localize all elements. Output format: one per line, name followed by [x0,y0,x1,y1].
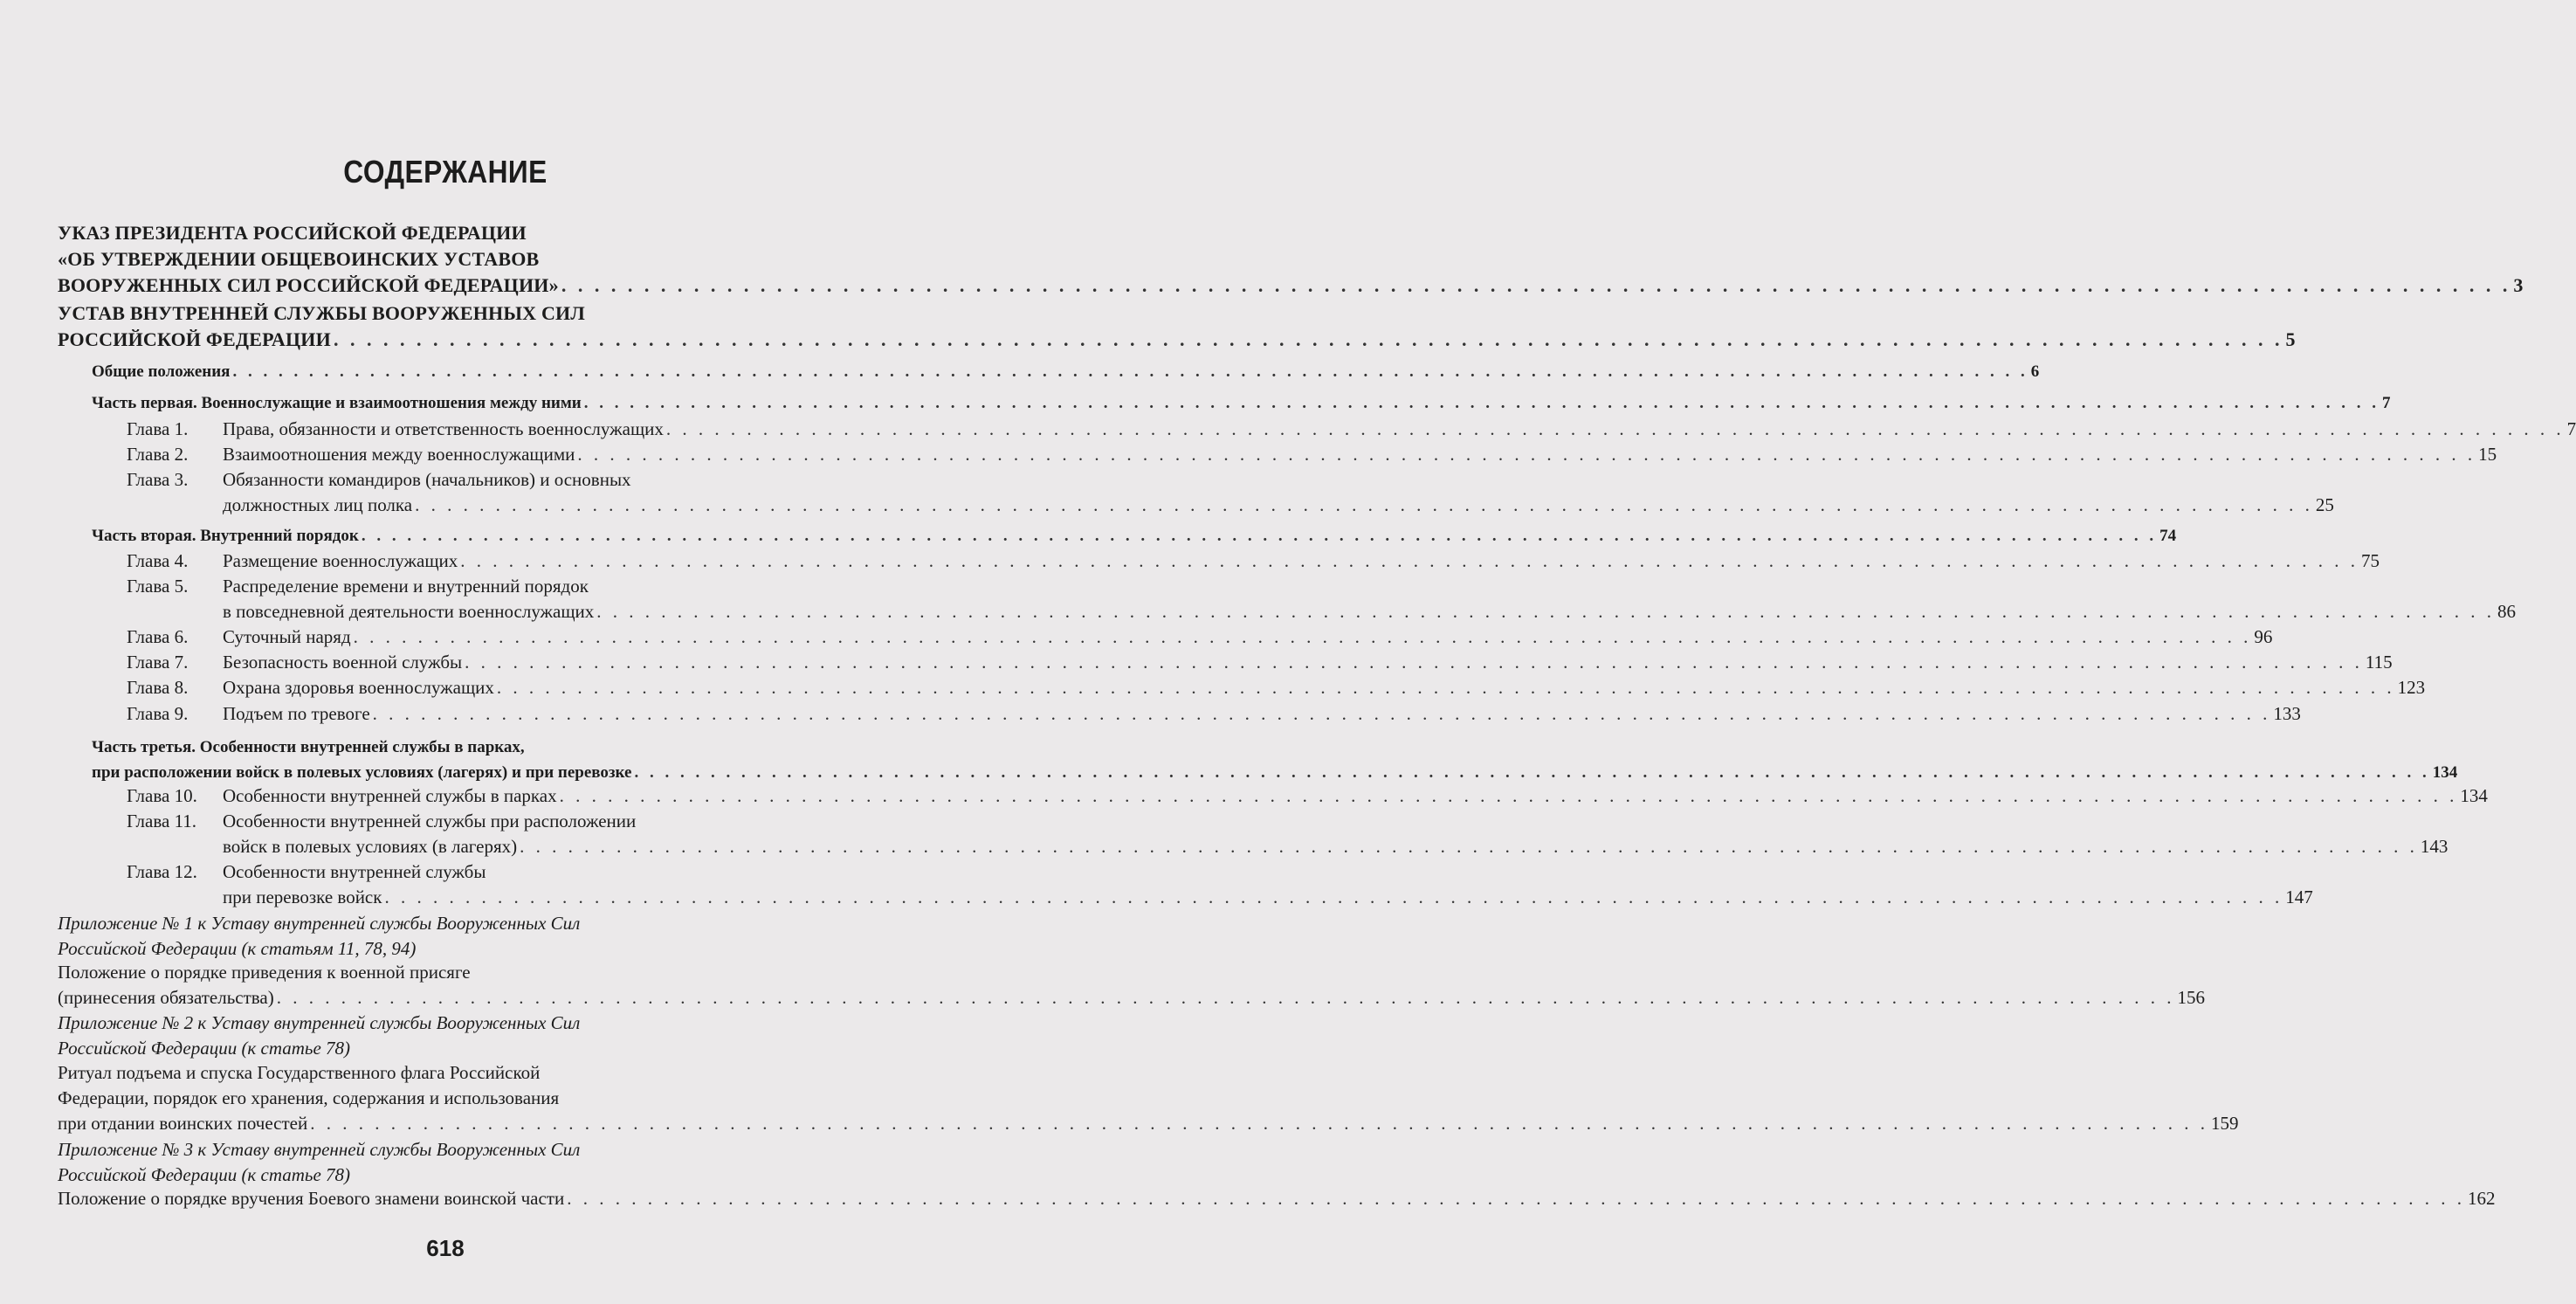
toc-line: Российской Федерации (к статьям 11, 78, 94) [58,938,417,959]
toc-line: Подъем по тревоге [223,703,370,724]
toc-line: Приложение № 2 к Уставу внутренней службы Вооруженных Сил [58,1012,581,1033]
toc-line: Положение о порядке вручения Боевого знамени воинской части [58,1188,565,1209]
toc-line: Распределение времени и внутренний порядок [223,576,589,597]
toc-line: Взаимоотношения между военнослужащими [223,444,575,465]
leader-dots [567,1186,2465,1211]
appendix-3-caption [58,1137,833,1188]
toc-entry-ch9[interactable] [58,701,2301,727]
page-ref: 134 [2432,763,2458,782]
leader-dots [354,624,2252,650]
toc-entry-general[interactable] [58,359,2040,384]
leader-dots [415,493,2313,518]
leader-dots [362,523,2157,549]
page-number: 618 [426,1235,465,1261]
toc-line: Часть вторая. Внутренний порядок [92,527,359,545]
toc-line: Приложение № 3 к Уставу внутренней службы Вооруженных Сил [58,1139,581,1160]
leader-dots [465,650,2363,675]
toc-entry-part3[interactable] [58,735,2458,785]
page-ref: 133 [2273,703,2301,724]
toc-entry-ch5[interactable] [58,574,2517,624]
leader-dots [520,834,2418,859]
toc-line: при расположении войск в полевых условиях (лагерях) и при перевозке [92,763,632,782]
toc-page [58,0,2576,1304]
toc-entry-ch1[interactable] [58,417,2576,442]
toc-line: Охрана здоровья военнослужащих [223,677,494,698]
page-ref: 15 [2478,444,2497,465]
chapter-number: Глава 5. [127,576,189,597]
toc-entry-appendix-3[interactable] [58,1186,2496,1211]
toc-entry-appendix-2[interactable] [58,1060,2239,1136]
page-ref: 156 [2177,987,2205,1008]
toc-entry-part2[interactable] [58,523,2177,549]
page-ref: 147 [2285,887,2313,907]
toc-line: Особенности внутренней службы в парках [223,785,557,806]
toc-entry-ch4[interactable] [58,549,2380,574]
toc-entry-ch8[interactable] [58,675,2426,700]
chapter-number: Глава 12. [127,861,197,882]
toc-line: УКАЗ ПРЕЗИДЕНТА РОССИЙСКОЙ ФЕДЕРАЦИИ [58,222,527,244]
page-ref: 7 [2566,418,2576,439]
leader-dots [334,327,2283,353]
toc-line: Права, обязанности и ответственность военнослужащих [223,418,664,439]
toc-entry-ch2[interactable] [58,442,2497,467]
page-ref: 75 [2361,550,2380,571]
toc-line: войск в полевых условиях (в лагерях) [223,836,518,857]
toc-line: Федерации, порядок его хранения, содержания и использования [58,1087,560,1108]
chapter-number: Глава 8. [127,677,189,698]
toc-line: Суточный наряд [223,626,351,647]
page-ref: 115 [2365,652,2393,673]
toc-line: Особенности внутренней службы [223,861,486,882]
leader-dots [596,599,2495,624]
toc-entry-part1[interactable] [58,390,2391,416]
page-title: СОДЕРЖАНИЕ [343,154,548,190]
leader-dots [497,675,2395,700]
toc-line: «ОБ УТВЕРЖДЕНИИ ОБЩЕВОИНСКИХ УСТАВОВ [58,248,540,270]
toc-entry-ch7[interactable] [58,650,2393,675]
leader-dots [373,701,2271,727]
toc-entry-ch11[interactable] [58,809,2449,859]
leader-dots [577,442,2476,467]
chapter-number: Глава 2. [127,444,189,465]
chapter-number: Глава 6. [127,626,189,647]
chapter-number: Глава 4. [127,550,189,571]
leader-dots [384,885,2283,910]
toc-line: Часть первая. Военнослужащие и взаимоотношения между ними [92,394,582,412]
page-ref: 143 [2420,836,2449,857]
toc-line: РОССИЙСКОЙ ФЕДЕРАЦИИ [58,328,331,350]
leader-dots [310,1111,2208,1136]
toc-line: Общие положения [92,362,231,381]
toc-entry-ch3[interactable] [58,467,2334,518]
page-ref: 6 [2030,362,2040,381]
toc-line: при отдании воинских почестей [58,1113,308,1134]
leader-dots [634,760,2429,785]
toc-line: в повседневной деятельности военнослужащих [223,601,595,622]
toc-line: Размещение военнослужащих [223,550,458,571]
toc-line: Ритуал подъема и спуска Государственного флага Российской [58,1062,541,1083]
toc-line: Безопасность военной службы [223,652,463,673]
chapter-number: Глава 9. [127,703,189,724]
toc-line: Положение о порядке приведения к военной присяге [58,962,471,983]
leader-dots [584,390,2380,416]
toc-line: УСТАВ ВНУТРЕННЕЙ СЛУЖБЫ ВООРУЖЕННЫХ СИЛ [58,302,585,324]
leader-dots [460,549,2359,574]
leader-dots [277,985,2175,1011]
chapter-number: Глава 3. [127,469,189,490]
appendix-2-caption [58,1011,833,1061]
page-ref: 7 [2382,394,2391,412]
chapter-number: Глава 11. [127,811,197,831]
page-ref: 134 [2460,785,2488,806]
toc-line: Российской Федерации (к статье 78) [58,1164,351,1185]
page-ref: 123 [2397,677,2426,698]
page-ref: 74 [2159,527,2177,545]
toc-line: Обязанности командиров (начальников) и основных [223,469,631,490]
toc-entry-ch12[interactable] [58,859,2313,910]
toc-entry-ustav[interactable] [58,300,2296,353]
chapter-number: Глава 7. [127,652,189,673]
toc-line: при перевозке войск [223,887,382,907]
leader-dots [560,783,2458,809]
chapter-number: Глава 1. [127,418,189,439]
page-ref: 86 [2497,601,2517,622]
leader-dots [232,359,2028,384]
leader-dots [666,417,2565,442]
toc-entry-ukaz[interactable] [58,220,2524,299]
toc-entry-ch10[interactable] [58,783,2488,809]
page-ref: 3 [2513,274,2524,296]
toc-line: Приложение № 1 к Уставу внутренней службы Вооруженных Сил [58,913,581,934]
toc-line: Особенности внутренней службы при расположении [223,811,637,831]
toc-line: Российской Федерации (к статье 78) [58,1038,351,1059]
page-ref: 159 [2211,1113,2239,1134]
toc-line: Часть третья. Особенности внутренней службы в парках, [92,738,525,756]
toc-line: ВООРУЖЕННЫХ СИЛ РОССИЙСКОЙ ФЕДЕРАЦИИ» [58,274,559,296]
toc-line: (принесения обязательства) [58,987,274,1008]
page-ref: 25 [2315,494,2334,515]
page-ref: 162 [2467,1188,2496,1209]
toc-entry-ch6[interactable] [58,624,2273,650]
page-ref: 5 [2285,328,2296,350]
appendix-1-caption [58,911,833,962]
page-ref: 96 [2254,626,2273,647]
toc-line: должностных лиц полка [223,494,413,515]
leader-dots [561,273,2511,299]
chapter-number: Глава 10. [127,785,197,806]
toc-entry-appendix-1[interactable] [58,960,2205,1011]
